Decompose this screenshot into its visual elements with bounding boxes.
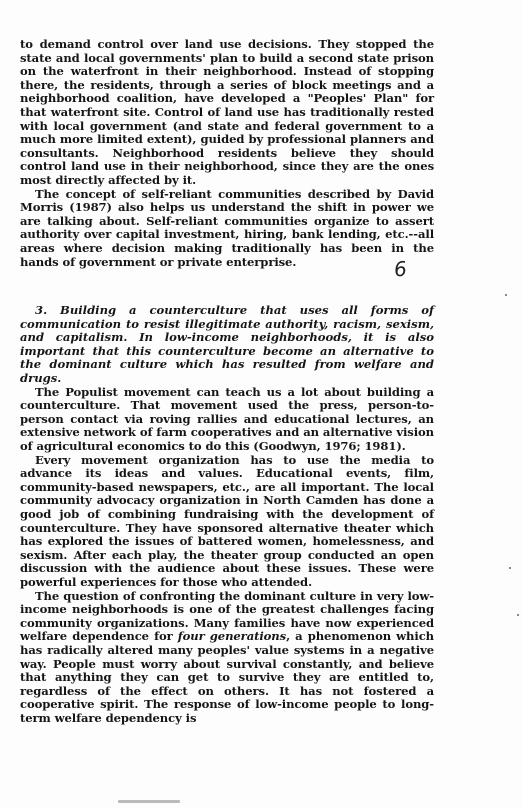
paragraph-populist-movement: The Populist movement can teach us a lot about building a counterculture. That movement used the press, person-to-person contact via roving rallies and educational lectures, an extensive network of farm cooperatives and an alternative vision of agricultural economics to do this (Goodwyn, 1976; 1981). (20, 384, 434, 454)
scan-smudge (118, 800, 180, 803)
scan-speck (517, 614, 519, 616)
emphasis-four-generations: four generations (177, 629, 287, 644)
text-column (20, 38, 434, 726)
spacer (20, 288, 434, 304)
paragraph-dominant-culture (20, 590, 434, 726)
spacer (20, 269, 434, 288)
paragraph-text-start: The question of confronting the dominant culture in very low-income neighborhoods is one of the greatest challenges facing community organizations. Many families have now experienced welfare dependence for (20, 588, 434, 644)
paragraph-text-end: , a phenomenon which has radically altered many peoples' value systems in a negative way. People must worry about survival constantly, and believe that anything they can get to survive they are entitled to, regardless of the effect on others. It has not fostered a cooperative spirit. The response of low-income people to long-term welfare dependency is (20, 629, 434, 725)
scan-speck (509, 567, 511, 569)
paragraph-self-reliant-communities: The concept of self-reliant communities described by David Morris (1987) also helps us understand the shift in power we are talking about. Self-reliant communities organize to assert authority over capital investment, hiring, bank lending, etc.--all areas where decision making traditionally has been in the hands of government or private enterprise. (20, 186, 434, 269)
paragraph-land-use: to demand control over land use decisions. They stopped the state and local governments' plan to build a second state prison on the waterfront in their neighborhood. Instead of stopping there, the residents, through a series of block meetings and a neighborhood coalition, have developed a "Peoples' Plan" for that waterfront site. Control of land use has traditionally rested with local government (and state and federal government to a much more limited extent), guided by professional planners and consultants. Neighborhood residents believe they should control land use in their neighborhood, since they are the ones most directly affected by it. (20, 37, 434, 187)
scan-speck (505, 294, 507, 296)
section-heading-counterculture: 3. Building a counterculture that uses all forms of communication to resist illegitimate authority, racism, sexism, and capitalism. In low-income neighborhoods, it is also important that this counterculture become an alternative to the dominant culture which has resulted from welfare and drugs. (20, 303, 434, 386)
paragraph-movement-media: Every movement organization has to use the media to advance its ideas and values. Educational events, film, community-based newspapers, etc., are all important. The local community advocacy organization in North Camden has done a good job of combining fundraising with the development of counterculture. They have sponsored alternative theater which has explored the issues of battered women, homelessness, and sexism. After each play, the theater group conducted an open discussion with the audience about these issues. These were powerful experiences for those who attended. (20, 452, 434, 589)
handwritten-page-number: 6 (392, 256, 408, 282)
